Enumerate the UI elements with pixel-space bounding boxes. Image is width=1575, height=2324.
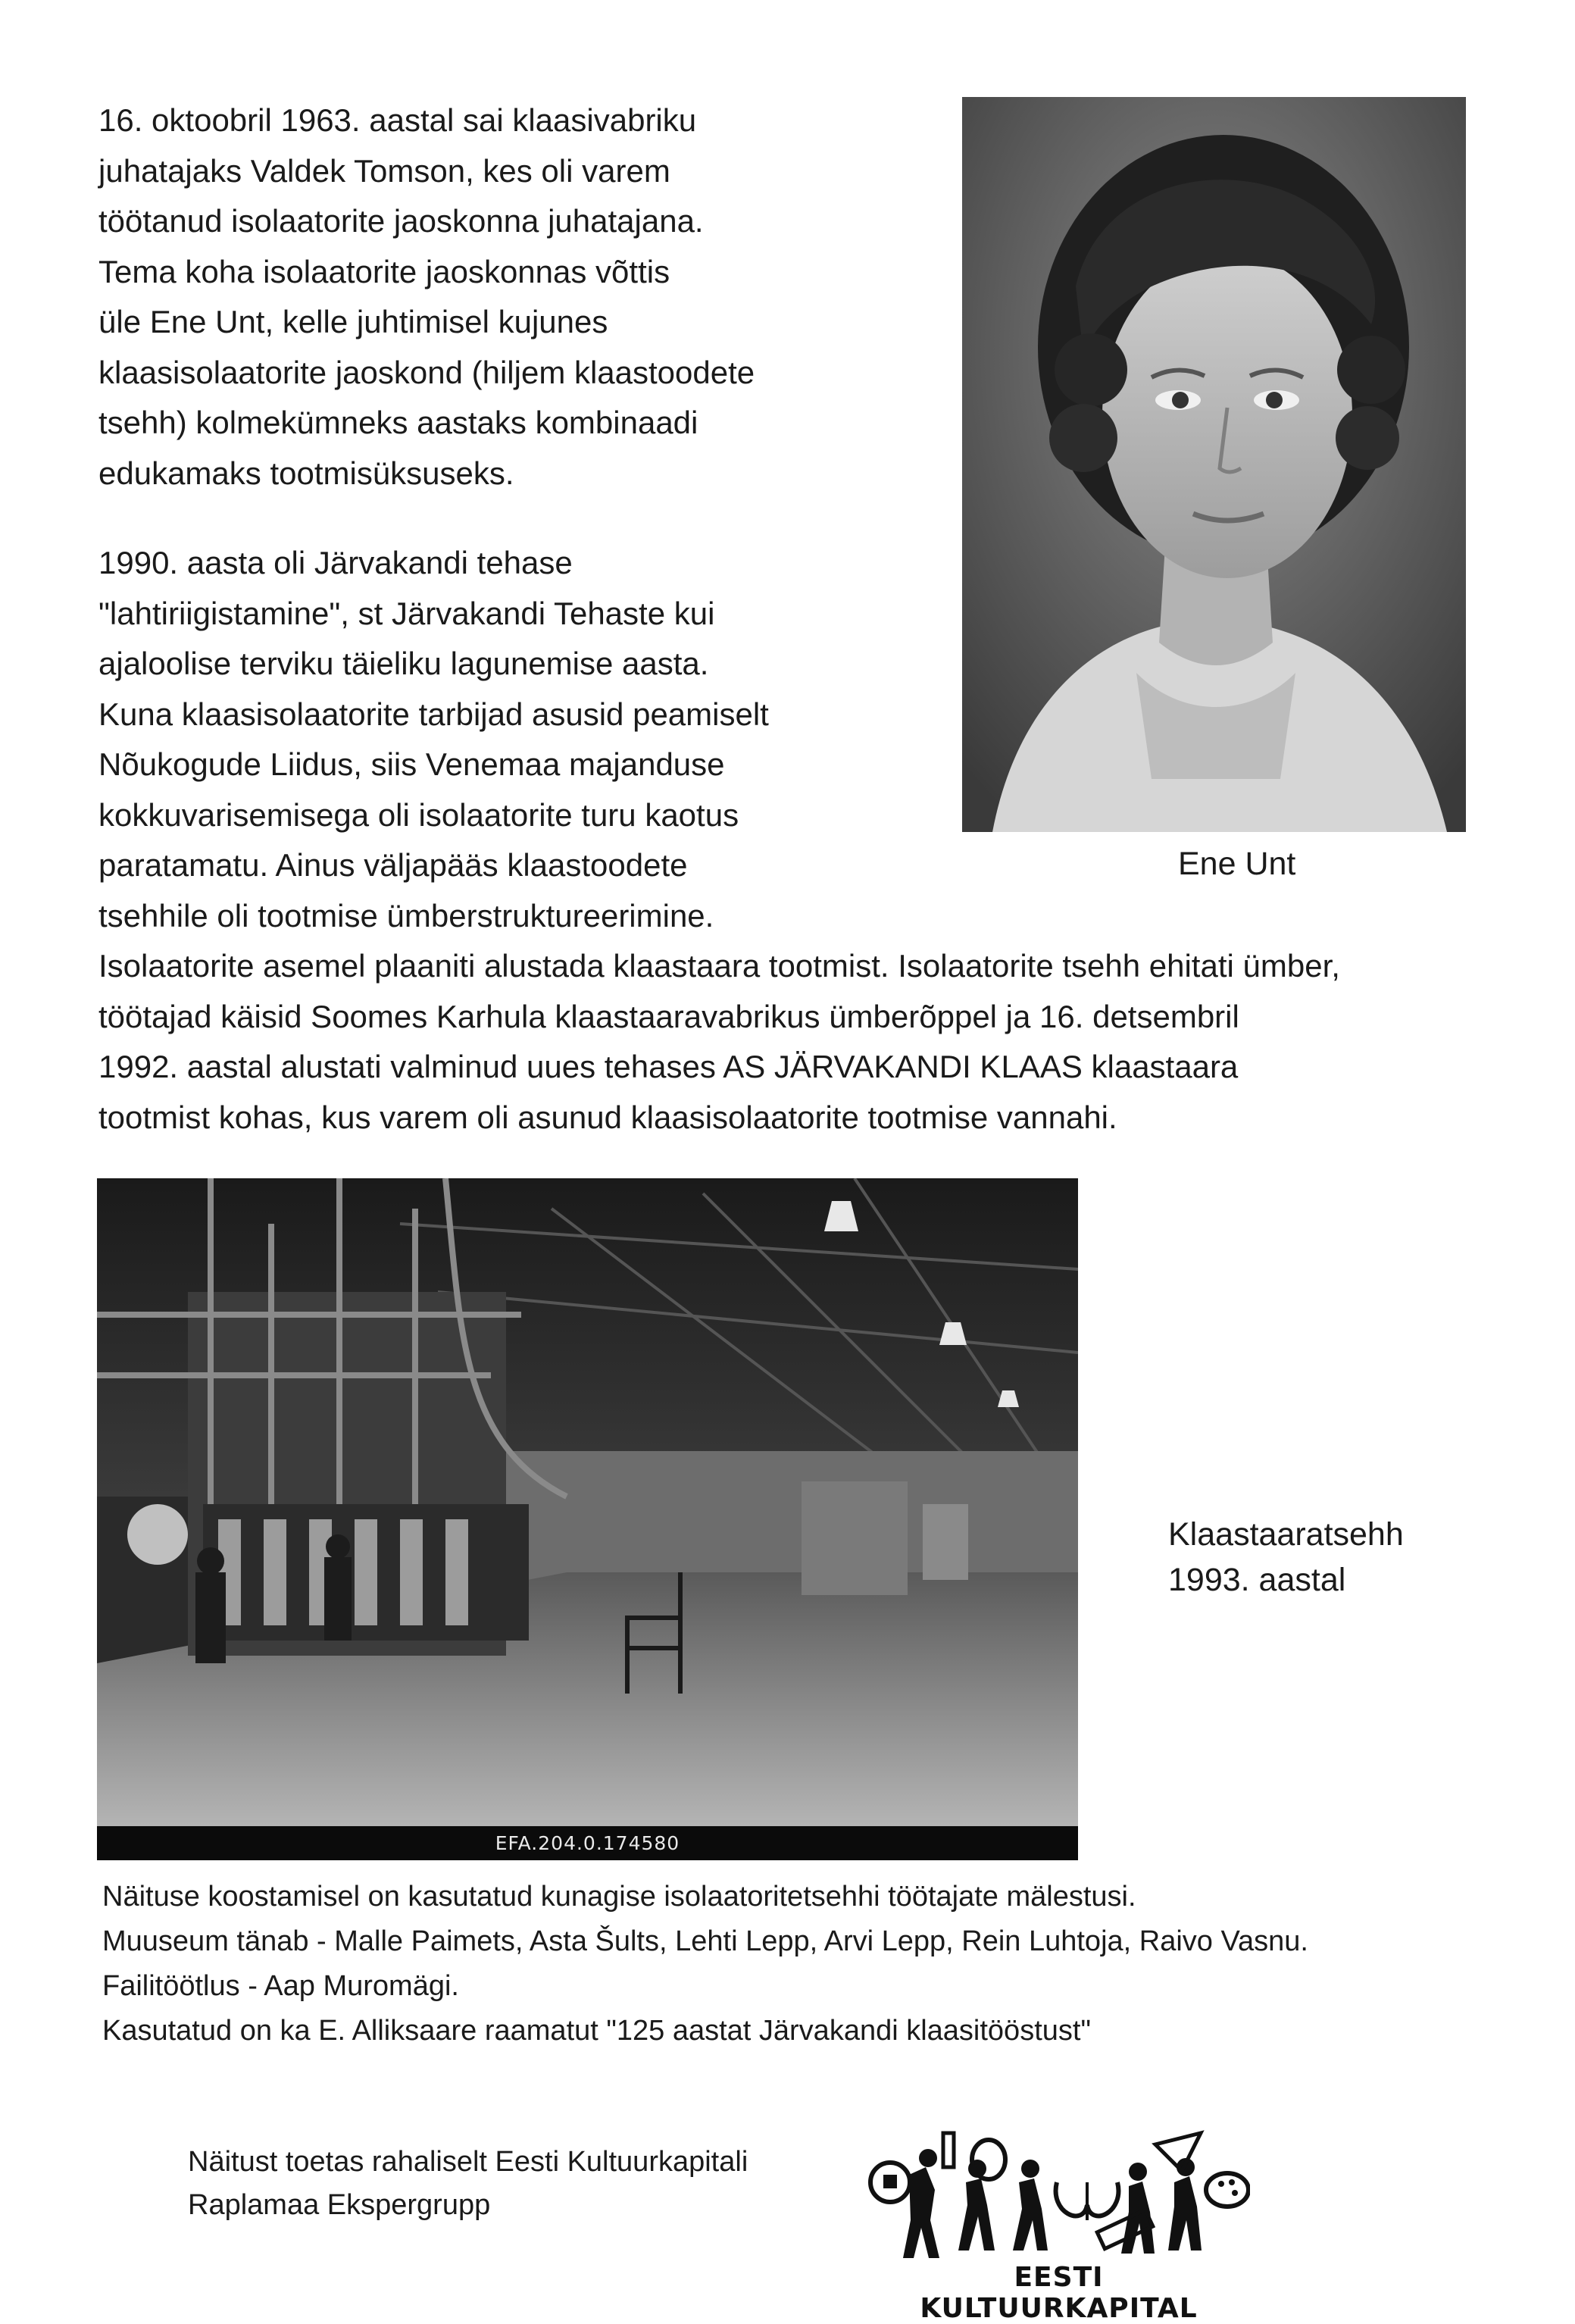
text-line: tsehhile oli tootmise ümberstruktureerimine. bbox=[98, 897, 714, 934]
credits-line: Kasutatud on ka E. Alliksaare raamatut "125 aastat Järvakandi klaasitööstust" bbox=[102, 2015, 1091, 2047]
text-line: juhatajaks Valdek Tomson, kes oli varem bbox=[98, 152, 670, 189]
text-line: Nõukogude Liidus, siis Venemaa majanduse bbox=[98, 746, 725, 782]
text-line: ajaloolise terviku täieliku lagunemise aasta. bbox=[98, 646, 709, 681]
text-line: 1990. aasta oli Järvakandi tehase bbox=[98, 545, 573, 580]
support-line: Raplamaa Ekspergrupp bbox=[188, 2189, 491, 2221]
text-line: Tema koha isolaatorite jaoskonnas võttis bbox=[98, 253, 670, 289]
text-line: üle Ene Unt, kelle juhtimisel kujunes bbox=[98, 304, 608, 339]
factory-photo bbox=[97, 1178, 1078, 1856]
text-line: kokkuvarisemisega oli isolaatorite turu kaotus bbox=[98, 796, 739, 833]
logo-wordmark: EESTI KULTUURKAPITAL bbox=[920, 2262, 1198, 2324]
text-line: töötanud isolaatorite jaoskonna juhatajana. bbox=[98, 203, 704, 239]
credits-line: Muuseum tänab - Malle Paimets, Asta Šults, Lehti Lepp, Arvi Lepp, Rein Luhtoja, Raivo Vasnu. bbox=[102, 1925, 1308, 1957]
support-line: Näitust toetas rahaliselt Eesti Kultuurkapitali bbox=[188, 2146, 748, 2178]
portrait-caption: Ene Unt bbox=[1178, 846, 1296, 882]
text-line: paratamatu. Ainus väljapääs klaastoodete bbox=[98, 847, 688, 883]
credits-line: Failitöötlus - Aap Muromägi. bbox=[102, 1970, 459, 2002]
kultuurkapital-logo bbox=[856, 2129, 1250, 2262]
text-line: Kuna klaasisolaatorite tarbijad asusid peamiselt bbox=[98, 696, 769, 732]
support-note bbox=[188, 2141, 748, 2227]
intro-paragraph bbox=[98, 95, 755, 499]
factory-caption-year: 1993. aastal bbox=[1168, 1562, 1346, 1598]
text-line: 1992. aastal alustati valminud uues tehases AS JÄRVAKANDI KLAAS klaastaara bbox=[98, 1049, 1239, 1084]
factory-illustration bbox=[97, 1178, 1078, 1856]
text-line: Isolaatorite asemel plaaniti alustada klaastaara tootmist. Isolaatorite tsehh ehitati ümber, bbox=[98, 948, 1340, 984]
text-line: tsehh) kolmekümneks aastaks kombinaadi bbox=[98, 405, 698, 440]
text-line: edukamaks tootmisüksuseks. bbox=[98, 455, 514, 491]
text-line: 16. oktoobril 1963. aastal sai klaasivabriku bbox=[98, 102, 697, 138]
factory-caption bbox=[1168, 1512, 1404, 1603]
credits-line: Näituse koostamisel on kasutatud kunagise isolaatoritetsehhi töötajate mälestusi. bbox=[102, 1881, 1136, 1913]
text-line: "lahtiriigistamine", st Järvakandi Tehaste kui bbox=[98, 595, 715, 631]
credits-block bbox=[102, 1875, 1308, 2053]
factory-caption-title: Klaastaaratsehh bbox=[1168, 1516, 1404, 1553]
text-line: klaasisolaatorite jaoskond (hiljem klaastoodete bbox=[98, 354, 755, 390]
text-line: tootmist kohas, kus varem oli asunud klaasisolaatorite tootmise vannahi. bbox=[98, 1099, 1117, 1135]
text-line: töötajad käisid Soomes Karhula klaastaaravabrikus ümberõppel ja 16. detsembril bbox=[98, 998, 1239, 1034]
portrait-photo bbox=[962, 97, 1466, 832]
logo-figures-icon bbox=[856, 2129, 1250, 2262]
portrait-illustration bbox=[962, 97, 1466, 832]
archive-code-bar: EFA.204.0.174580 bbox=[97, 1826, 1078, 1860]
